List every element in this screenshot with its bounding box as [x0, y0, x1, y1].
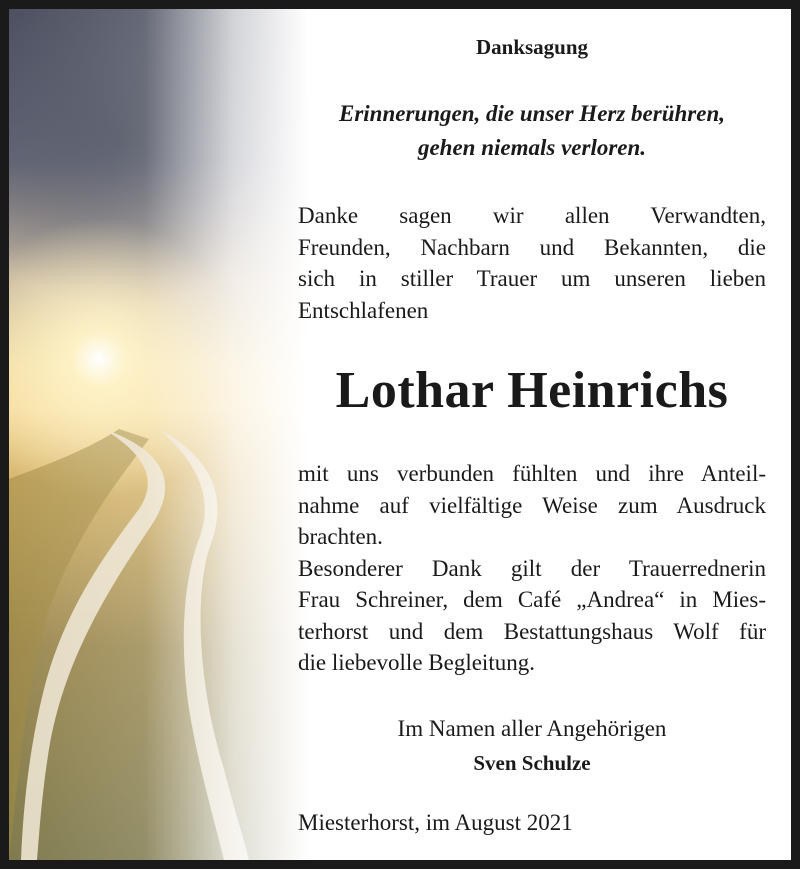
intro-line: Freunden, Nachbarn und Bekannten, die	[298, 234, 766, 260]
motto-line: gehen niemals verloren.	[417, 135, 647, 160]
signature-block	[298, 712, 766, 780]
signature-name: Sven Schulze	[473, 751, 591, 775]
intro-line: Danke sagen wir allen Verwandten,	[298, 203, 766, 228]
notice-heading: Danksagung	[475, 35, 589, 59]
notice-motto	[298, 97, 766, 165]
deceased-name: Lothar Heinrichs	[335, 362, 729, 419]
thanks-line: Frau Schreiner, dem Café „Andrea“ in Mies-	[298, 587, 766, 612]
thanks-line: mit uns verbunden fühlten und ihre Anteil-	[298, 461, 766, 486]
thanks-line: brachten.	[298, 524, 383, 549]
intro-paragraph	[298, 200, 766, 326]
motto-line: Erinnerungen, die unser Herz berühren,	[339, 101, 725, 126]
thanks-line: die liebevolle Begleitung.	[298, 650, 535, 675]
thanks-paragraph	[298, 458, 766, 679]
place-date: Miesterhorst, im August 2021	[298, 810, 573, 835]
signature-intro: Im Namen aller Angehörigen	[397, 716, 667, 741]
thanks-line: terhorst und dem Bestattungshaus Wolf für	[298, 618, 766, 644]
thanks-line: nahme auf vielfältige Weise zum Ausdruck	[298, 492, 766, 518]
intro-line: sich in stiller Trauer um unseren lieben	[298, 266, 766, 291]
thanks-line: Besonderer Dank gilt der Trauerrednerin	[298, 555, 766, 581]
intro-line: Entschlafenen	[298, 297, 429, 323]
sunset-path-photo	[9, 9, 309, 860]
